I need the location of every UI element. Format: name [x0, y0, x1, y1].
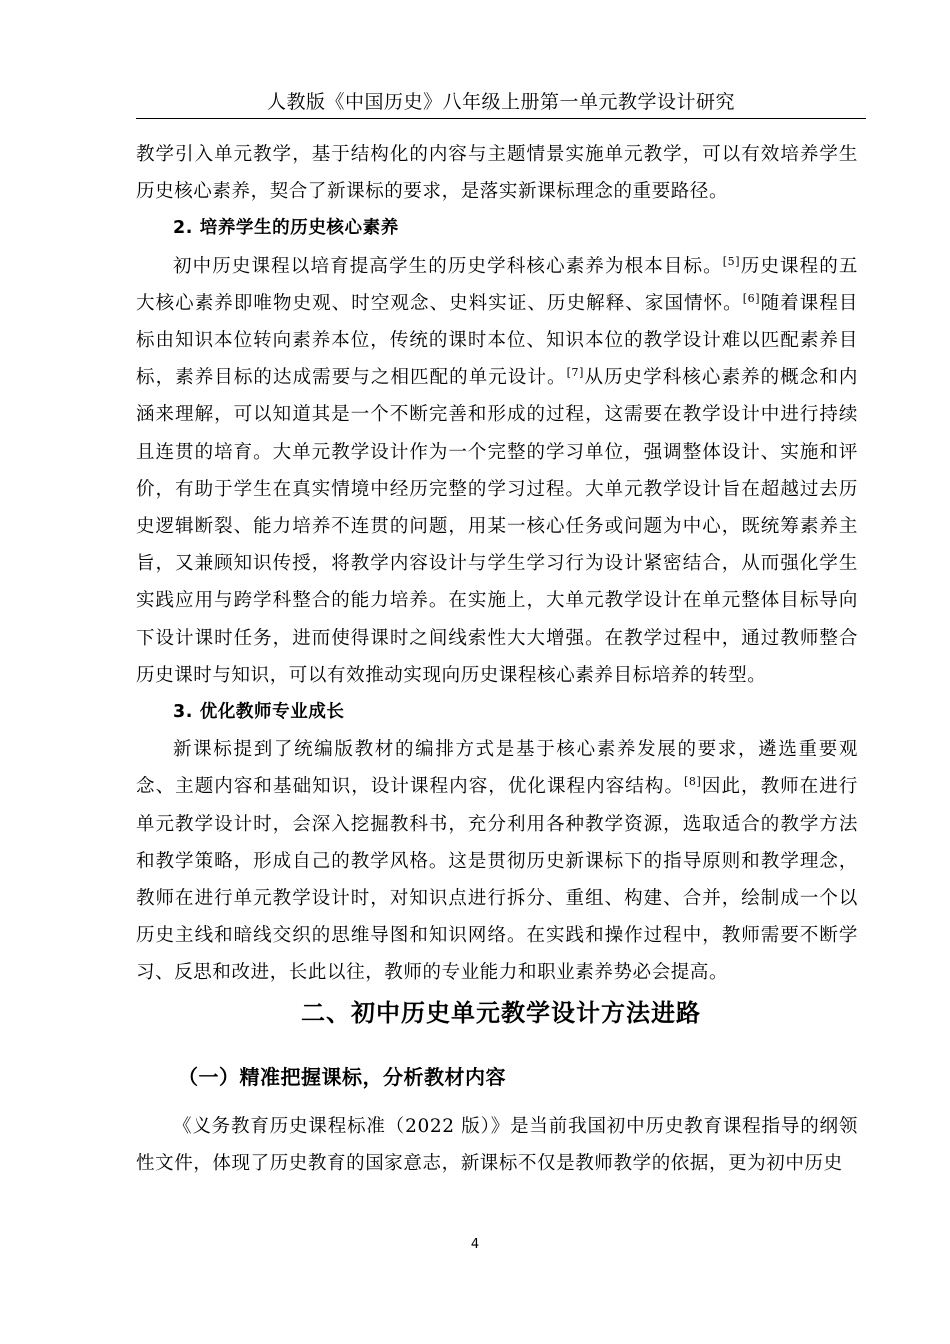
text-run: 随着课程目标由知识本位转向素养本位，传统的课时本位、知识本位的教学设计难以匹配素养目标，素养目标的达成需要与之相匹配的单元设计。 [136, 292, 858, 389]
subheading-core-literacy: 2. 培养学生的历史核心素养 [173, 218, 399, 239]
citation-6: [6] [742, 291, 761, 305]
text-run: 初中历史课程以培育提高学生的历史学科核心素养为根本目标。 [173, 255, 723, 277]
text-run: 新课标提到了统编版教材的编排方式是基于核心素养发展的要求，遴选重要观念、主题内容和基础知识，设计课程内容，优化课程内容结构。 [136, 739, 858, 798]
paragraph-continuation: 教学引入单元教学，基于结构化的内容与主题情景实施单元教学，可以有效培养学生历史核心素养，契合了新课标的要求，是落实新课标理念的重要路径。 [136, 144, 858, 203]
paragraph-teacher-growth [136, 731, 858, 991]
running-header: 人教版《中国历史》八年级上册第一单元教学设计研究 [266, 91, 735, 113]
citation-8: [8] [684, 775, 702, 789]
paragraph-curriculum-standard: 《义务教育历史课程标准（2022 版）》是当前我国初中历史教育课程指导的纲领性文件，体现了历史教育的国家意志，新课标不仅是教师教学的依据，更为初中历史 [136, 1116, 858, 1175]
citation-7: [7] [566, 366, 584, 380]
subheading-teacher-growth: 3. 优化教师专业成长 [173, 702, 345, 723]
text-run: 从历史学科核心素养的概念和内涵来理解，可以知道其是一个不断完善和形成的过程，这需要在教学设计中进行持续且连贯的培育。大单元教学设计作为一个完整的学习单位，强调整体设计、实施和评价，有助于学生在真实情境中经历完整的学习过程。大单元教学设计旨在超越过去历史逻辑断裂、能力培养不连贯的问题，用某一核心任务或问题为中心，既统筹素养主旨，又兼顾知识传授，将教学内容设计与学生学习行为设计紧密结合，从而强化学生实践应用与跨学科整合的能力培养。在实施上，大单元教学设计在单元整体目标导向下设计课时任务，进而使得课时之间线索性大大增强。在教学过程中，通过教师整合历史课时与知识，可以有效推动实现向历史课程核心素养目标培养的转型。 [136, 367, 858, 686]
header-rule [136, 118, 866, 119]
text-run: 因此，教师在进行单元教学设计时，会深入挖掘教科书，充分利用各种教学资源，选取适合的教学方法和教学策略，形成自己的教学风格。这是贯彻历史新课标下的指导原则和教学理念，教师在进行单元教学设计时，对知识点进行拆分、重组、构建、合并，绘制成一个以历史主线和暗线交织的思维导图和知识网络。在实践和操作过程中，教师需要不断学习、反思和改进，长此以往，教师的专业能力和职业素养势必会提高。 [136, 776, 858, 984]
body-text-top [136, 136, 858, 992]
page-number: 4 [470, 1237, 480, 1252]
section-title: 二、初中历史单元教学设计方法进路 [301, 999, 701, 1027]
citation-5: [5] [722, 254, 741, 268]
paragraph-core-literacy [136, 248, 858, 694]
body-text-bottom [136, 1108, 858, 1182]
text-run: 历史课程的五大核心素养即唯物史观、时空观念、史料实证、历史解释、家国情怀。 [136, 255, 858, 314]
subsection-title: （一）精准把握课标，分析教材内容 [178, 1065, 506, 1089]
